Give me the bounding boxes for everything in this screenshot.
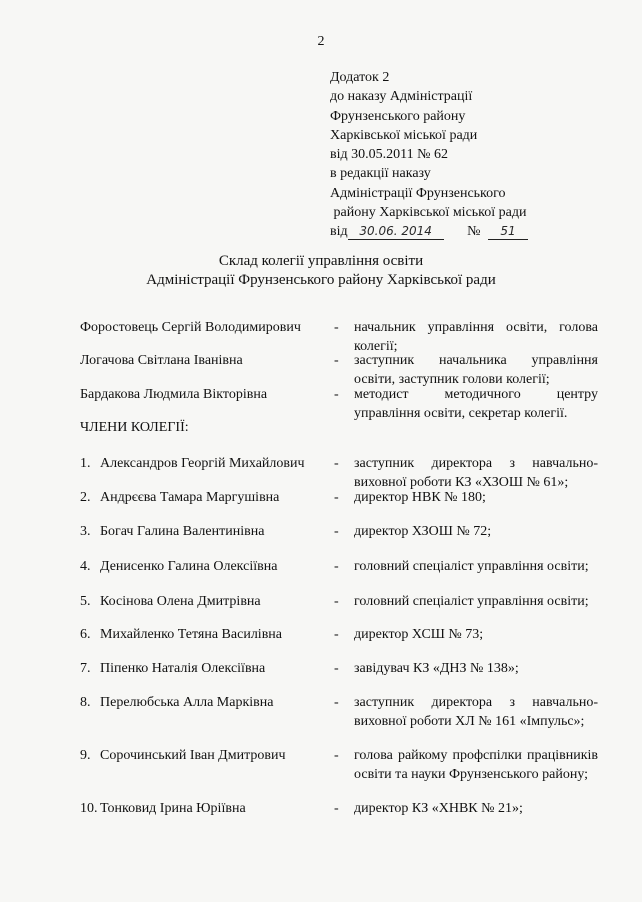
title-line-1: Склад колегії управління освіти	[218, 253, 424, 269]
member-name-wrap	[80, 693, 273, 712]
date-prefix: від	[330, 224, 348, 240]
dash: -	[334, 801, 339, 816]
member-number: 4.	[80, 559, 91, 574]
page-number: 2	[317, 34, 325, 49]
member-name: Піпенко Наталія Олексіївна	[100, 661, 266, 676]
addendum-date-line	[330, 222, 528, 241]
dash: -	[334, 695, 339, 710]
dash: -	[334, 490, 339, 505]
addendum-line: в редакції наказу	[330, 166, 431, 182]
member-name-wrap	[80, 522, 264, 541]
dash: -	[334, 627, 339, 642]
member-role: голова райкому профспілки працівників освіти та науки Фрунзенського району;	[354, 748, 598, 782]
document-title	[0, 252, 642, 290]
person-name: Бардакова Людмила Вікторівна	[80, 387, 268, 402]
person-name: Логачова Світлана Іванівна	[80, 353, 243, 368]
dash: -	[334, 387, 339, 402]
addendum-line: від 30.05.2011 № 62	[330, 147, 448, 163]
member-number: 10.	[80, 801, 98, 816]
addendum-line: району Харківської міської ради	[330, 205, 527, 221]
member-name: Косінова Олена Дмитрівна	[100, 594, 261, 609]
member-number: 3.	[80, 524, 91, 539]
member-name: Тонковид Ірина Юріївна	[100, 801, 246, 816]
member-number: 8.	[80, 695, 91, 710]
member-name-wrap	[80, 488, 279, 507]
dash: -	[334, 594, 339, 609]
member-name: Сорочинський Іван Дмитрович	[100, 748, 286, 763]
addendum-line: Адміністрації Фрунзенського	[330, 185, 506, 201]
member-role: завідувач КЗ «ДНЗ № 138»;	[354, 661, 519, 676]
member-name-wrap	[80, 659, 265, 678]
dash: -	[334, 320, 339, 335]
member-role: директор ХСШ № 73;	[354, 627, 484, 642]
member-role: заступник директора з навчально-виховної роботи КЗ «ХЗОШ № 61»;	[354, 456, 598, 490]
number-prefix: №	[467, 224, 481, 240]
member-number: 9.	[80, 748, 91, 763]
dash: -	[334, 524, 339, 539]
member-name-wrap	[80, 592, 261, 611]
member-role: головний спеціаліст управління освіти;	[354, 594, 589, 609]
dash: -	[334, 456, 339, 471]
member-name: Михайленко Тетяна Василівна	[100, 627, 283, 642]
member-name-wrap	[80, 454, 305, 473]
member-number: 2.	[80, 490, 91, 505]
addendum-block	[330, 68, 528, 242]
addendum-line: Додаток 2	[330, 70, 390, 85]
member-name: Андрєєва Тамара Маргушівна	[100, 490, 280, 505]
member-name: Денисенко Галина Олексіївна	[100, 559, 278, 574]
dash: -	[334, 661, 339, 676]
member-role: заступник директора з навчально-виховної роботи ХЛ № 161 «Імпульс»;	[354, 695, 598, 729]
handwritten-number: 51	[488, 224, 528, 240]
member-name-wrap	[80, 625, 282, 644]
dash: -	[334, 748, 339, 763]
dash: -	[334, 353, 339, 368]
person-role: заступник начальника управління освіти, заступник голови колегії;	[354, 353, 598, 387]
member-name: Перелюбська Алла Марківна	[100, 695, 274, 710]
member-role: головний спеціаліст управління освіти;	[354, 559, 589, 574]
member-name-wrap	[80, 557, 277, 576]
title-line-2: Адміністрації Фрунзенського району Харківської ради	[146, 272, 496, 288]
addendum-line: Фрунзенського району	[330, 108, 466, 124]
member-role: директор ХЗОШ № 72;	[354, 524, 492, 539]
members-heading: ЧЛЕНИ КОЛЕГІЇ:	[80, 420, 189, 435]
addendum-line: Харківської міської ради	[330, 127, 478, 143]
member-number: 5.	[80, 594, 91, 609]
dash: -	[334, 559, 339, 574]
member-name-wrap	[80, 799, 246, 818]
member-name: Богач Галина Валентинівна	[100, 524, 265, 539]
member-number: 6.	[80, 627, 91, 642]
member-name: Александров Георгій Михайлович	[100, 456, 305, 471]
addendum-line: до наказу Адміністрації	[330, 89, 473, 105]
member-number: 1.	[80, 456, 91, 471]
member-number: 7.	[80, 661, 91, 676]
member-name-wrap	[80, 746, 286, 765]
member-role: директор КЗ «ХНВК № 21»;	[354, 801, 523, 816]
member-role: директор НВК № 180;	[354, 490, 486, 505]
handwritten-date: 30.06. 2014	[348, 224, 444, 240]
person-name: Форостовець Сергій Володимирович	[80, 320, 301, 335]
person-role: начальник управління освіти, голова колегії;	[354, 320, 598, 354]
person-role: методист методичного центру управління освіти, секретар колегії.	[354, 387, 598, 421]
